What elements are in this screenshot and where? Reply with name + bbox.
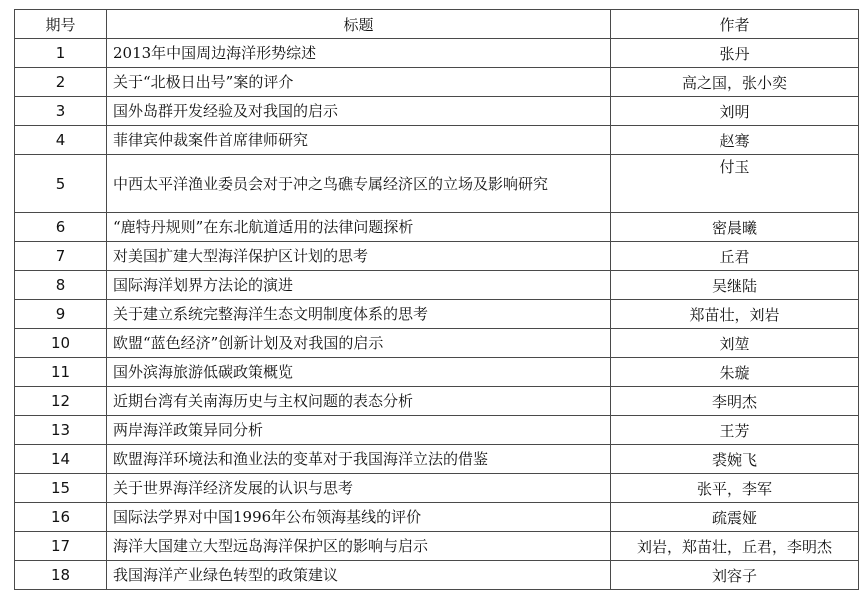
issue-cell: 12 (15, 387, 107, 416)
title-cell: 对美国扩建大型海洋保护区计划的思考 (107, 242, 611, 271)
issue-cell: 17 (15, 532, 107, 561)
table-row (15, 242, 859, 271)
issue-cell: 18 (15, 561, 107, 590)
table-row (15, 68, 859, 97)
issue-cell: 11 (15, 358, 107, 387)
issue-cell: 10 (15, 329, 107, 358)
title-cell: 近期台湾有关南海历史与主权问题的表态分析 (107, 387, 611, 416)
title-cell: 国外岛群开发经验及对我国的启示 (107, 97, 611, 126)
issue-cell: 7 (15, 242, 107, 271)
title-cell: 国际法学界对中国1996年公布领海基线的评价 (107, 503, 611, 532)
table-row (15, 300, 859, 329)
table-row (15, 213, 859, 242)
title-cell: 海洋大国建立大型远岛海洋保护区的影响与启示 (107, 532, 611, 561)
issue-cell: 5 (15, 155, 107, 213)
table-row (15, 445, 859, 474)
issue-cell: 13 (15, 416, 107, 445)
table-row (15, 561, 859, 590)
author-cell: 刘容子 (611, 561, 859, 590)
author-cell: 王芳 (611, 416, 859, 445)
title-cell: 欧盟海洋环境法和渔业法的变革对于我国海洋立法的借鉴 (107, 445, 611, 474)
issue-cell: 15 (15, 474, 107, 503)
title-cell: 关于世界海洋经济发展的认识与思考 (107, 474, 611, 503)
issue-cell: 16 (15, 503, 107, 532)
table-row (15, 387, 859, 416)
author-cell: 赵骞 (611, 126, 859, 155)
table-row (15, 416, 859, 445)
title-cell: 欧盟“蓝色经济”创新计划及对我国的启示 (107, 329, 611, 358)
title-cell: 中西太平洋渔业委员会对于冲之鸟礁专属经济区的立场及影响研究 (107, 155, 611, 213)
author-cell: 朱璇 (611, 358, 859, 387)
title-cell: 关于“北极日出号”案的评介 (107, 68, 611, 97)
document-page (14, 9, 858, 590)
title-cell: 我国海洋产业绿色转型的政策建议 (107, 561, 611, 590)
issue-cell: 14 (15, 445, 107, 474)
author-cell: 付玉 (611, 155, 859, 213)
issue-cell: 6 (15, 213, 107, 242)
issue-cell: 9 (15, 300, 107, 329)
author-cell: 刘堃 (611, 329, 859, 358)
table-row (15, 329, 859, 358)
title-cell: 关于建立系统完整海洋生态文明制度体系的思考 (107, 300, 611, 329)
author-cell: 高之国，张小奕 (611, 68, 859, 97)
table-header (15, 10, 859, 39)
table-row (15, 474, 859, 503)
table-row (15, 39, 859, 68)
table-row (15, 155, 859, 213)
publications-table (14, 9, 859, 590)
header-author: 作者 (611, 10, 859, 39)
table-row (15, 503, 859, 532)
table-row (15, 97, 859, 126)
author-cell: 刘岩，郑苗壮，丘君，李明杰 (611, 532, 859, 561)
author-cell: 郑苗壮，刘岩 (611, 300, 859, 329)
table-row (15, 126, 859, 155)
title-cell: 国外滨海旅游低碳政策概览 (107, 358, 611, 387)
header-issue: 期号 (15, 10, 107, 39)
author-cell: 张平，李军 (611, 474, 859, 503)
author-cell: 刘明 (611, 97, 859, 126)
header-row (15, 10, 859, 39)
author-cell: 张丹 (611, 39, 859, 68)
table-row (15, 358, 859, 387)
issue-cell: 3 (15, 97, 107, 126)
title-cell: 国际海洋划界方法论的演进 (107, 271, 611, 300)
title-cell: 两岸海洋政策异同分析 (107, 416, 611, 445)
issue-cell: 4 (15, 126, 107, 155)
title-cell: 2013年中国周边海洋形势综述 (107, 39, 611, 68)
author-cell: 密晨曦 (611, 213, 859, 242)
header-title: 标题 (107, 10, 611, 39)
title-cell: “鹿特丹规则”在东北航道适用的法律问题探析 (107, 213, 611, 242)
issue-cell: 2 (15, 68, 107, 97)
author-cell: 李明杰 (611, 387, 859, 416)
author-cell: 裘婉飞 (611, 445, 859, 474)
author-cell: 丘君 (611, 242, 859, 271)
table-row (15, 532, 859, 561)
issue-cell: 8 (15, 271, 107, 300)
title-cell: 菲律宾仲裁案件首席律师研究 (107, 126, 611, 155)
author-cell: 吴继陆 (611, 271, 859, 300)
table-body (15, 39, 859, 590)
author-cell: 疏震娅 (611, 503, 859, 532)
issue-cell: 1 (15, 39, 107, 68)
table-row (15, 271, 859, 300)
